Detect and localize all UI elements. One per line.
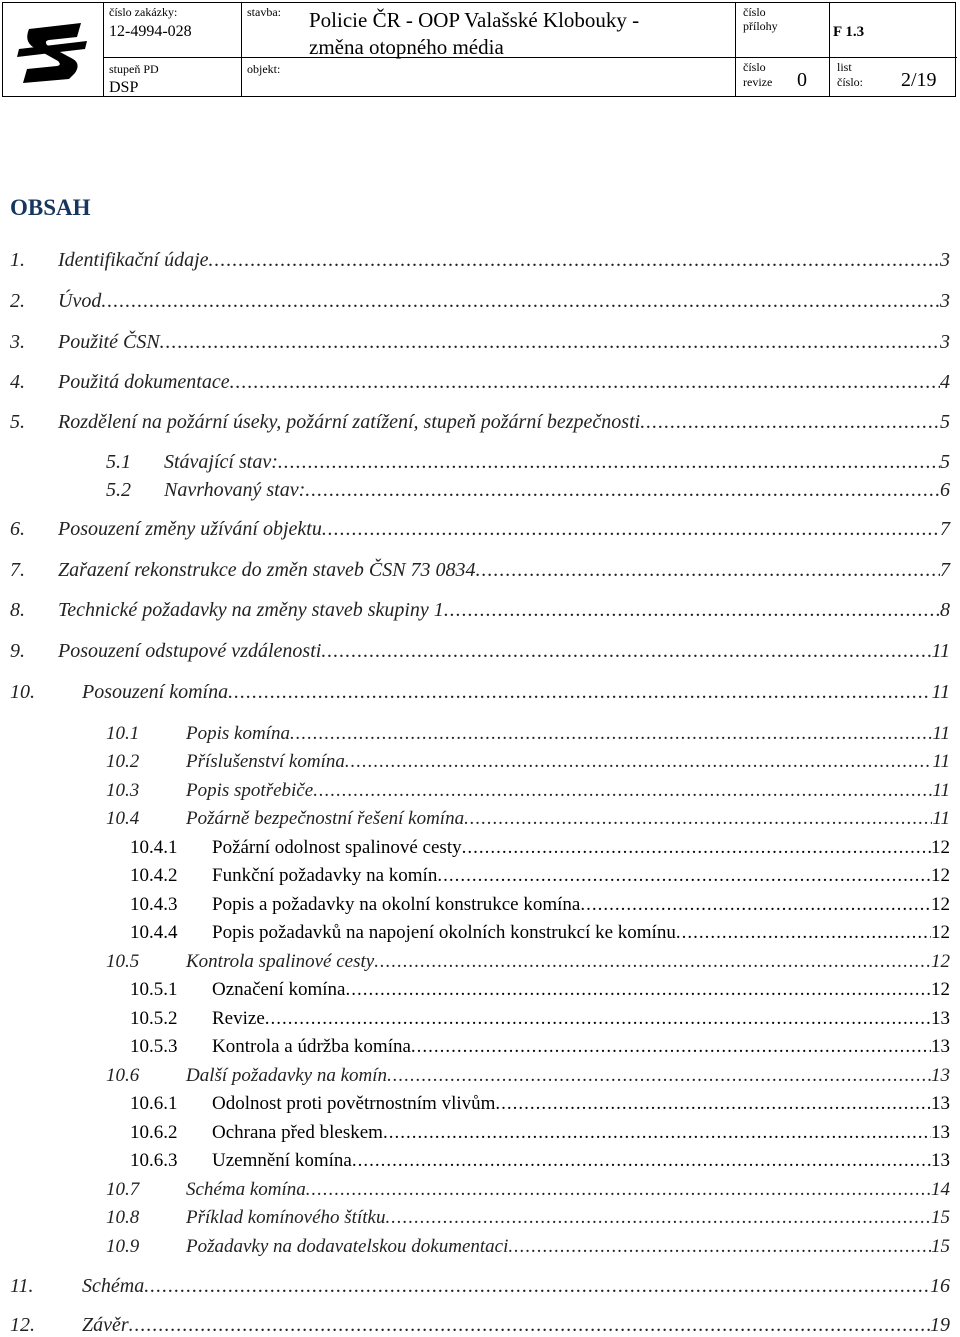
toc-entry-number: 1. [10, 249, 25, 271]
toc-entry-page: 13 [931, 1150, 950, 1171]
toc-entry-number: 8. [10, 599, 25, 621]
toc-entry-title: Další požadavky na komín [186, 1065, 388, 1086]
toc-entry-number: 3. [10, 331, 25, 353]
toc-entry-title: Použitá dokumentace [58, 371, 230, 393]
toc-entry-5-2[interactable] [106, 476, 950, 502]
toc-entry-page: 12 [931, 922, 950, 943]
toc-entry-5-1[interactable] [106, 448, 950, 474]
toc-entry-10-5[interactable] [106, 947, 950, 973]
revision-label-2: revize [743, 75, 773, 89]
toc-entry-6[interactable] [10, 515, 950, 541]
toc-entry-number: 10.4 [106, 808, 140, 829]
toc-entry-page: 11 [932, 780, 950, 801]
attachment-label-2: přílohy [743, 19, 778, 33]
toc-entry-title: Požadavky na dodavatelskou dokumentaci [186, 1236, 509, 1257]
attachment-value: F 1.3 [833, 24, 865, 40]
toc-entry-title: Posouzení změny užívání objektu [58, 518, 322, 540]
toc-entry-page: 13 [931, 1122, 950, 1143]
toc-entry-title: Popis komína [186, 723, 290, 744]
toc-entry-number: 5.2 [106, 479, 131, 501]
toc-entry-page: 12 [931, 865, 950, 886]
toc-entry-title: Označení komína [212, 979, 346, 1000]
toc-entry-page: 4 [940, 371, 950, 393]
sheet-label-1: list [837, 60, 852, 74]
toc-entry-10-6-2[interactable] [130, 1118, 950, 1144]
toc-entry-number: 10.4.1 [130, 837, 178, 858]
toc-entry-page: 11 [932, 808, 950, 829]
toc-entry-title: Schéma [82, 1275, 145, 1297]
toc-entry-number: 5. [10, 411, 25, 433]
toc-entry-title: Posouzení odstupové vzdálenosti [58, 640, 322, 662]
toc-entry-title: Závěr [82, 1314, 129, 1336]
toc-entry-title: Popis spotřebiče [186, 780, 314, 801]
toc-entry-page: 11 [932, 751, 950, 772]
toc-entry-number: 10. [10, 681, 35, 703]
toc-entry-number: 10.5.3 [130, 1036, 178, 1057]
toc-entry-2[interactable] [10, 287, 950, 313]
building-label: stavba: [247, 5, 281, 19]
toc-entry-page: 13 [931, 1093, 950, 1114]
order-number-value: 12-4994-028 [109, 23, 192, 40]
toc-entry-page: 3 [940, 290, 950, 312]
toc-entry-title: Kontrola spalinové cesty [186, 951, 375, 972]
toc-entry-title: Uzemnění komína [212, 1150, 352, 1171]
toc-entry-title: Zařazení rekonstrukce do změn staveb ČSN 73 0834 [58, 559, 476, 581]
company-logo [11, 15, 95, 85]
toc-entry-page: 8 [940, 599, 950, 621]
toc-entry-number: 10.5.1 [130, 979, 178, 1000]
order-number-label: číslo zakázky: [109, 5, 178, 19]
toc-entry-title: Rozdělení na požární úseky, požární zatížení, stupeň požární bezpečnosti [58, 411, 641, 433]
toc-heading: OBSAH [10, 195, 91, 220]
toc-entry-number: 10.4.4 [130, 922, 178, 943]
toc-entry-title: Použité ČSN [58, 331, 160, 353]
toc-entry-10-5-1[interactable] [130, 975, 950, 1001]
toc-entry-number: 10.7 [106, 1179, 140, 1200]
stage-value: DSP [109, 79, 139, 96]
toc-entry-title: Příklad komínového štítku [186, 1207, 386, 1228]
revision-label-1: číslo [743, 60, 766, 74]
toc-entry-page: 3 [940, 331, 950, 353]
toc-entry-12[interactable] [10, 1311, 950, 1337]
toc-entry-9[interactable] [10, 637, 950, 663]
toc-entry-10-9[interactable] [106, 1232, 950, 1258]
toc-entry-number: 4. [10, 371, 25, 393]
toc-entry-page: 14 [931, 1179, 950, 1200]
toc-entry-number: 5.1 [106, 451, 131, 473]
toc-entry-page: 11 [931, 640, 950, 662]
toc-entry-3[interactable] [10, 328, 950, 354]
toc-entry-10-1[interactable] [106, 719, 950, 745]
toc-entry-page: 13 [931, 1065, 950, 1086]
toc-entry-page: 13 [931, 1008, 950, 1029]
toc-entry-page: 3 [940, 249, 950, 271]
toc-entry-10-5-2[interactable] [130, 1004, 950, 1030]
toc-entry-title: Identifikační údaje [58, 249, 209, 271]
toc-entry-number: 11. [10, 1275, 34, 1297]
toc-entry-number: 10.4.2 [130, 865, 178, 886]
toc-entry-page: 12 [931, 979, 950, 1000]
building-name-line1: Policie ČR - OOP Valašské Klobouky - [309, 8, 640, 32]
logo-mark [11, 15, 95, 85]
toc-entry-title: Technické požadavky na změny staveb skupiny 1 [58, 599, 444, 621]
toc-entry-10-8[interactable] [106, 1203, 950, 1229]
toc-entry-number: 10.9 [106, 1236, 140, 1257]
toc-entry-title: Popis a požadavky na okolní konstrukce komína [212, 894, 581, 915]
toc-entry-number: 10.8 [106, 1207, 140, 1228]
stage-label: stupeň PD [109, 62, 159, 76]
toc-entry-10-4[interactable] [106, 804, 950, 830]
attachment-label-1: číslo [743, 5, 766, 19]
toc-entry-page: 11 [932, 723, 950, 744]
toc-entry-10-7[interactable] [106, 1175, 950, 1201]
toc-entry-8[interactable] [10, 596, 950, 622]
revision-value: 0 [797, 69, 807, 91]
toc-entry-10-4-1[interactable] [130, 833, 950, 859]
toc-entry-page: 15 [931, 1236, 950, 1257]
toc-entry-number: 10.6.1 [130, 1093, 178, 1114]
toc-entry-10-5-3[interactable] [130, 1032, 950, 1058]
toc-entry-10-4-2[interactable] [130, 861, 950, 887]
toc-entry-10-4-4[interactable] [130, 918, 950, 944]
toc-entry-title: Navrhovaný stav: [164, 479, 306, 501]
toc-entry-page: 12 [931, 894, 950, 915]
toc-entry-page: 5 [940, 451, 950, 473]
toc-entry-5[interactable] [10, 408, 950, 434]
toc-entry-10-6-3[interactable] [130, 1146, 950, 1172]
toc-entry-1[interactable] [10, 246, 950, 272]
toc-entry-number: 10.5 [106, 951, 140, 972]
toc-entry-number: 10.6.2 [130, 1122, 178, 1143]
toc-entry-page: 12 [931, 951, 950, 972]
toc-entry-10-2[interactable] [106, 747, 950, 773]
toc-entry-11[interactable] [10, 1272, 950, 1298]
toc-entry-page: 15 [931, 1207, 950, 1228]
toc-entry-number: 10.6.3 [130, 1150, 178, 1171]
toc-entry-number: 2. [10, 290, 25, 312]
toc-entry-page: 13 [931, 1036, 950, 1057]
toc-entry-title: Úvod [58, 290, 102, 312]
toc-entry-number: 12. [10, 1314, 35, 1336]
sheet-label-2: číslo: [837, 75, 863, 89]
toc-entry-page: 16 [930, 1275, 950, 1297]
toc-entry-page: 5 [940, 411, 950, 433]
toc-entry-title: Posouzení komína [82, 681, 229, 703]
toc-entry-page: 6 [940, 479, 950, 501]
toc-entry-title: Popis požadavků na napojení okolních konstrukcí ke komínu [212, 922, 676, 943]
toc-entry-number: 10.5.2 [130, 1008, 178, 1029]
toc-entry-number: 6. [10, 518, 25, 540]
toc-entry-title: Požární odolnost spalinové cesty [212, 837, 462, 858]
toc-entry-title: Ochrana před bleskem [212, 1122, 383, 1143]
toc-entry-title: Příslušenství komína [186, 751, 345, 772]
toc-entry-title: Schéma komína [186, 1179, 306, 1200]
toc-entry-title: Požárně bezpečnostní řešení komína [186, 808, 465, 829]
toc-entry-10-6-1[interactable] [130, 1089, 950, 1115]
toc-entry-10-6[interactable] [106, 1061, 950, 1087]
toc-entry-page: 12 [931, 837, 950, 858]
toc-entry-title: Odolnost proti povětrnostním vlivům [212, 1093, 496, 1114]
building-name-line2: změna otopného média [309, 35, 504, 59]
toc-entry-10-4-3[interactable] [130, 890, 950, 916]
toc-entry-title: Kontrola a údržba komína [212, 1036, 411, 1057]
toc-entry-10-3[interactable] [106, 776, 950, 802]
toc-entry-10[interactable] [10, 678, 950, 704]
toc-entry-number: 9. [10, 640, 25, 662]
toc-entry-4[interactable] [10, 368, 950, 394]
toc-entry-number: 7. [10, 559, 25, 581]
toc-entry-number: 10.4.3 [130, 894, 178, 915]
object-label: objekt: [247, 62, 281, 76]
toc-entry-7[interactable] [10, 556, 950, 582]
toc-entry-page: 11 [931, 681, 950, 703]
toc-entry-title: Stávající stav: [164, 451, 278, 473]
toc-entry-title: Revize [212, 1008, 265, 1029]
title-block [2, 2, 956, 97]
toc-entry-number: 10.2 [106, 751, 140, 772]
toc-entry-number: 10.6 [106, 1065, 140, 1086]
toc-entry-page: 7 [940, 559, 950, 581]
sheet-value: 2/19 [901, 69, 937, 91]
toc-entry-page: 19 [930, 1314, 950, 1336]
toc-entry-number: 10.1 [106, 723, 140, 744]
toc-entry-page: 7 [940, 518, 950, 540]
toc-entry-number: 10.3 [106, 780, 140, 801]
toc-entry-title: Funkční požadavky na komín [212, 865, 438, 886]
